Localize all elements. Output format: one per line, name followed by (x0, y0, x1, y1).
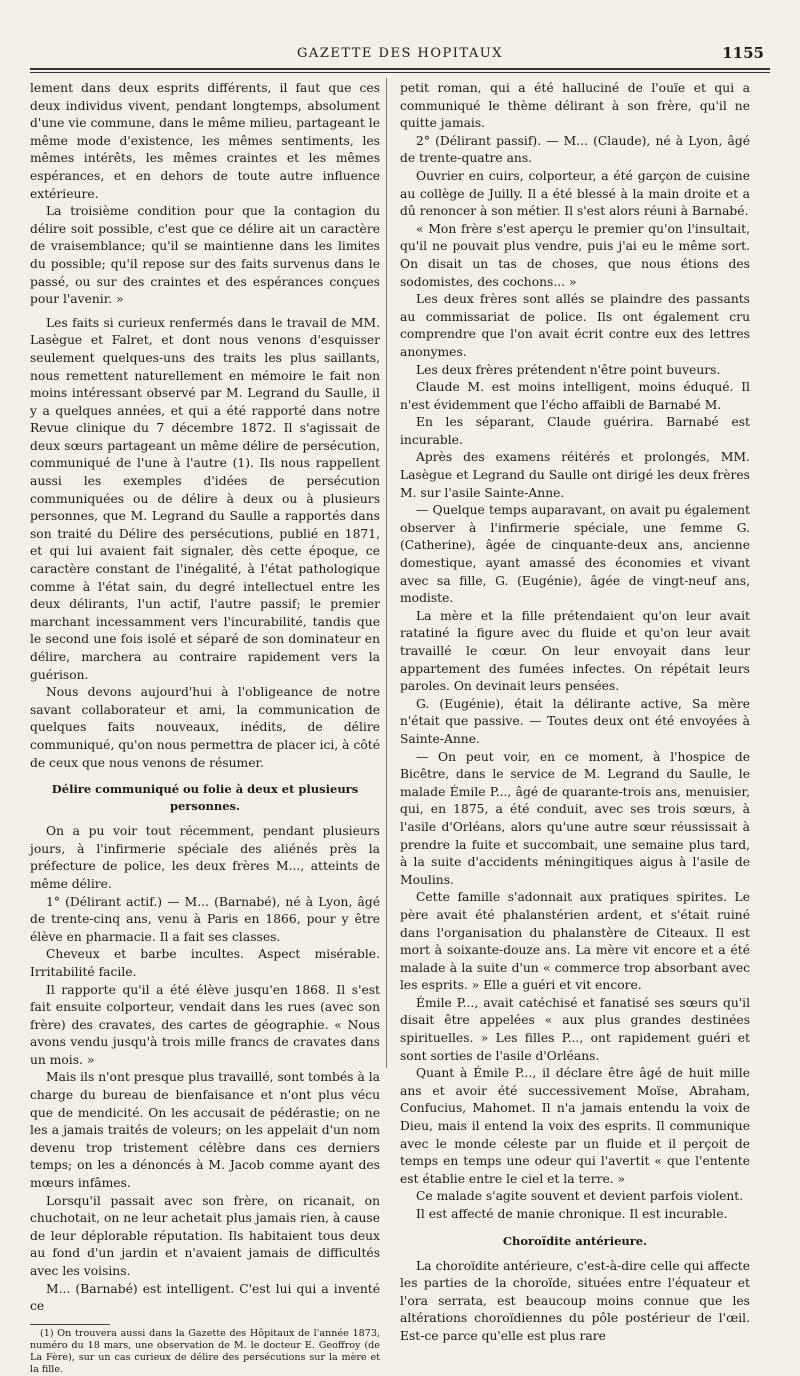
paragraph: M... (Barnabé) est intelligent. C'est lui qui a inventé ce (30, 1281, 380, 1314)
page-number: 1155 (722, 44, 764, 62)
paragraph: petit roman, qui a été halluciné de l'ouïe et qui a communiqué le thème délirant à son frère, qu'il ne quitte jamais. (400, 81, 750, 131)
paragraph: 1° (Délirant actif.) — M... (Barnabé), né à Lyon, âgé de trente-cinq ans, venu à Paris en 1866, pour y être élève en pharmacie. Il a fait ses classes. (30, 894, 380, 944)
paragraph: Les deux frères sont allés se plaindre des passants au commissariat de police. Ils ont également cru comprendre que l'on avait écrit contre eux des lettres anonymes. (400, 292, 750, 359)
paragraph: La troisième condition pour que la contagion du délire soit possible, c'est que ce délire ait un caractère de vraisemblance; qu'il se maintienne dans les limites du possible; qu'il repose sur des faits survenus dans le passé, ou sur des craintes et des espérances conçues pour l'avenir. » (30, 204, 380, 307)
paragraph: Ouvrier en cuirs, colporteur, a été garçon de cuisine au collège de Juilly. Il a été blessé à la main droite et a dû renoncer à son métier. Il s'est alors réuni à Barnabé. (400, 168, 750, 219)
header-rule-thick (30, 68, 770, 70)
paragraph: Mais ils n'ont presque plus travaillé, sont tombés à la charge du bureau de bienfaisance et n'ont plus vécu que de mendicité. On les accusait de pédérastie; on ne les a jamais traités de voleurs; on les appelait d'un nom devenu trop tristement célèbre dans ces derniers temps; on les a dénoncés à M. Jacob comme ayant des mœurs infâmes. (30, 1070, 380, 1191)
paragraph: Les deux frères prétendent n'être point buveurs. (416, 362, 721, 377)
paragraph: Ce malade s'agite souvent et devient parfois violent. (416, 1189, 744, 1204)
paragraph: « Mon frère s'est aperçu le premier qu'on l'insultait, qu'il ne pouvait plus vendre, puis j'ai eu le même sort. On disait un tas de choses, que nous étions des sodomistes, des cochons... » (400, 221, 750, 289)
paragraph: Claude M. est moins intelligent, moins éduqué. Il n'est évidemment que l'écho affaibli de Barnabé M. (400, 380, 750, 412)
paragraph: Quant à Émile P..., il déclare être âgé de huit mille ans et avoir été successivement Moïse, Abraham, Confucius, Mahomet. Il n'a jamais entendu la voix de Dieu, mais il entend la voix des esprits. Il communique avec le monde céleste par un fluide et il perçoit de temps en temps une odeur qui l'avertit « que l'entente est établie entre le ciel et la terre. » (400, 1066, 750, 1186)
paragraph: En les séparant, Claude guérira. Barnabé est incurable. (400, 415, 750, 447)
paragraph: G. (Eugénie), était la délirante active, Sa mère n'était que passive. — Toutes deux ont été envoyées à Sainte-Anne. (400, 696, 750, 746)
paragraph: Il rapporte qu'il a été élève jusqu'en 1868. Il s'est fait ensuite colporteur, vendait dans les rues (avec son frère) des cravates, des cartes de géographie. « Nous avons vendu jusqu'à trois mille francs de cravates dans un mois. » (30, 982, 380, 1067)
paragraph: Il est affecté de manie chronique. Il est incurable. (416, 1207, 728, 1221)
paragraph: — Quelque temps auparavant, on avait pu également observer à l'infirmerie spéciale, une femme G. (Catherine), âgée de cinquante-deux ans, ancienne domestique, ayant amassé des économies et vivant avec sa fille, G. (Eugénie), âgée de vingt-neuf ans, modiste. (400, 503, 750, 606)
running-header (30, 44, 770, 66)
section-heading: Choroïdite antérieure. (502, 1233, 648, 1248)
paragraph: Les faits si curieux renfermés dans le travail de MM. Lasègue et Falret, et dont nous venons d'esquisser seulement quelques-uns des traits les plus saillants, nous remettent naturellement en mémoire le fait non moins intéressant observé par M. Legrand du Saulle, il y a quelques années, et qui a été rapporté dans notre Revue clinique du 7 décembre 1872. Il s'agissait de deux sœurs partageant un même délire de persécution, communiqué de l'une à l'autre (1). Ils nous rappellent aussi les exemples d'idées de persécution communiquées ou de délire à deux ou à plusieurs personnes, que M. Legrand du Saulle a rapportés dans son traité du Délire des persécutions, publié en 1871, et qui lui avaient fait signaler, dès cette époque, ce caractère constant de l'inégalité, à l'état pathologique comme à l'état sain, du degré intellectuel entre les deux délirants, l'un actif, l'autre passif; le premier marchant incessamment vers l'incurabilité, tandis que le second une fois isolé et séparé de son dominateur en délire, marchera au contraire rapidement vers la guérison. (30, 315, 380, 682)
footnote-rule (30, 1324, 110, 1325)
paragraph: lement dans deux esprits différents, il faut que ces deux individus vivent, pendant longtemps, absolument d'une vie commune, dans le même milieu, partageant le même mode d'existence, les mêmes sentiments, les mêmes intérêts, les mêmes craintes et les mêmes espérances, et en dehors de toute autre influence extérieure. (30, 81, 380, 201)
paragraph: La choroïdite antérieure, c'est-à-dire celle qui affecte les parties de la choroïde, situées entre l'équateur et l'ora serrata, est beaucoup moins connue que les altérations choroïdiennes du pôle postérieur de l'œil. Est-ce parce qu'elle est plus rare (400, 1258, 750, 1343)
paragraph: Émile P..., avait catéchisé et fanatisé ses sœurs qu'il disait être appelées « aux plus grandes destinées spirituelles. » Les filles P..., ont rapidement guéri et sont sorties de l'asile d'Orléans. (400, 995, 750, 1063)
paragraph: Cheveux et barbe incultes. Aspect misérable. Irritabilité facile. (30, 947, 380, 979)
paragraph: — On peut voir, en ce moment, à l'hospice de Bicêtre, dans le service de M. Legrand du Saulle, le malade Émile P..., âgé de quarante-trois ans, menuisier, qui, en 1875, a été conduit, avec ses trois sœurs, à l'asile d'Orléans, alors qu'une autre sœur réussissait à prendre la fuite et succombait, une semaine plus tard, à la suite d'accidents méningitiques aigus à l'asile de Moulins. (400, 749, 750, 887)
paragraph: Nous devons aujourd'hui à l'obligeance de notre savant collaborateur et ami, la communication de quelques faits nouveaux, inédits, de délire communiqué, qu'on nous permettra de placer ici, à côté de ceux que nous venons de résumer. (30, 685, 380, 770)
right-column (400, 80, 750, 1346)
paragraph: On a pu voir tout récemment, pendant plusieurs jours, à l'infirmerie spéciale des aliénés près la préfecture de police, les deux frères M..., atteints de même délire. (30, 824, 380, 891)
paragraph: Après des examens réitérés et prolongés, MM. Lasègue et Legrand du Saulle ont dirigé les deux frères M. sur l'asile Sainte-Anne. (400, 450, 750, 500)
paragraph: La mère et la fille prétendaient qu'on leur avait ratatiné la figure avec du fluide et qu'on leur avait travaillé le cœur. On leur envoyait dans leur appartement des fumées infectes. On répétait leurs paroles. On devinait leurs pensées. (400, 608, 750, 694)
left-column (30, 80, 380, 1376)
journal-title: GAZETTE DES HOPITAUX (297, 46, 503, 61)
paragraph: Lorsqu'il passait avec son frère, on ricanait, on chuchotait, on ne leur achetait plus jamais rien, à cause de leur déplorable réputation. Ils habitaient tous deux au fond d'un jardin et n'avaient jamais de difficultés avec les voisins. (30, 1193, 380, 1278)
paragraph: 2° (Délirant passif). — M... (Claude), né à Lyon, âgé de trente-quatre ans. (400, 133, 750, 166)
header-rule-thin (30, 72, 770, 73)
footnote: (1) On trouvera aussi dans la Gazette des Hôpitaux de l'année 1873, numéro du 18 mars, une observation de M. le docteur E. Geoffroy (de La Fère), sur un cas curieux de délire des persécutions sur la mère et la fille. (30, 1327, 380, 1375)
section-heading: Délire communiqué ou folie à deux et plusieurs personnes. (51, 782, 359, 814)
column-divider (386, 78, 387, 1068)
paragraph: Cette famille s'adonnait aux pratiques spirites. Le père avait été phalanstérien ardent, et s'était ruiné dans l'organisation du phalanstère de Citeaux. Il est mort à soixante-douze ans. La mère vit encore et a été malade à la suite d'un « commerce trop absorbant avec les esprits. » Elle a guéri et vit encore. (400, 890, 750, 993)
